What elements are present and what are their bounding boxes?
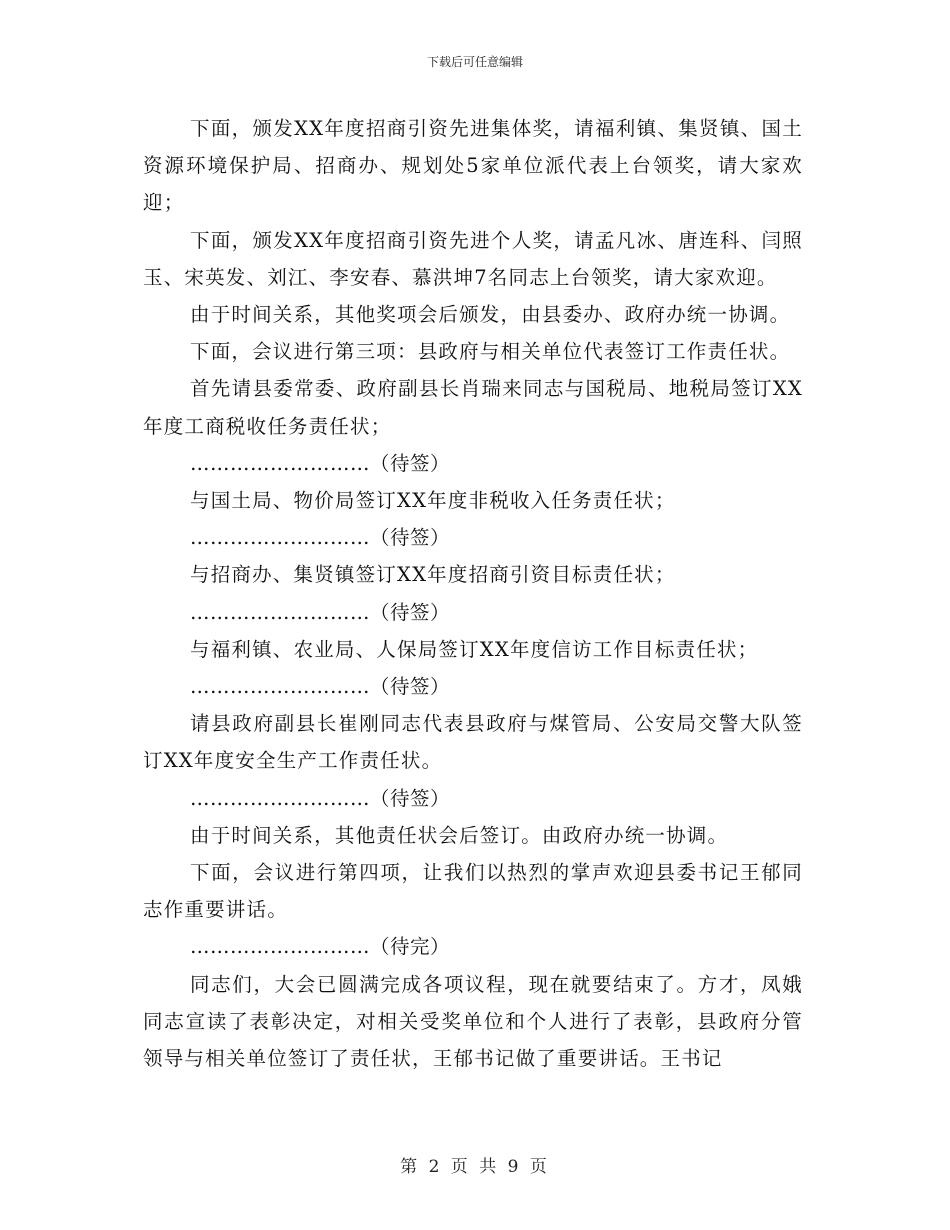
document-body <box>143 110 803 1077</box>
pending-signing-line: ………………………（待签） <box>190 526 451 550</box>
paragraph-investment-responsibility: 与招商办、集贤镇签订XX年度招商引资目标责任状； <box>190 563 676 587</box>
paragraph-non-tax-responsibility: 与国土局、物价局签订XX年度非税收入任务责任状； <box>190 489 676 513</box>
paragraph-individual-award: 下面，颁发XX年度招商引资先进个人奖，请孟凡冰、唐连科、闫照玉、宋英发、刘江、李安春、慕洪坤7名同志上台领奖，请大家欢迎。 <box>143 228 803 289</box>
paragraph-safety-responsibility: 请县政府副县长崔刚同志代表县政府与煤管局、公安局交警大队签订XX年度安全生产工作责任状。 <box>143 712 803 773</box>
pending-signing-line: ………………………（待签） <box>190 451 451 475</box>
paragraph-collective-award: 下面，颁发XX年度招商引资先进集体奖，请福利镇、集贤镇、国土资源环境保护局、招商办、规划处5家单位派代表上台领奖，请大家欢迎； <box>143 117 803 215</box>
pending-speech-line: ………………………（待完） <box>190 935 451 959</box>
pending-signing-line: ………………………（待签） <box>190 675 451 699</box>
paragraph-agenda-item-four: 下面，会议进行第四项，让我们以热烈的掌声欢迎县委书记王郁同志作重要讲话。 <box>143 861 803 922</box>
pending-signing-line: ………………………（待签） <box>190 600 451 624</box>
paragraph-other-awards: 由于时间关系，其他奖项会后颁发，由县委办、政府办统一协调。 <box>190 303 791 327</box>
page-header-note: 下载后可任意编辑 <box>426 55 523 69</box>
paragraph-petition-responsibility: 与福利镇、农业局、人保局签订XX年度信访工作目标责任状； <box>190 637 759 661</box>
pending-signing-line: ………………………（待签） <box>190 786 451 810</box>
page-number: 第 2 页 共 9 页 <box>400 1157 550 1177</box>
paragraph-tax-responsibility: 首先请县委常委、政府副县长肖瑞来同志与国税局、地税局签订XX年度工商税收任务责任状； <box>143 377 803 438</box>
paragraph-agenda-item-three: 下面，会议进行第三项：县政府与相关单位代表签订工作责任状。 <box>190 340 791 364</box>
paragraph-other-responsibilities: 由于时间关系，其他责任状会后签订。由政府办统一协调。 <box>190 823 729 847</box>
paragraph-closing-remarks: 同志们，大会已圆满完成各项议程，现在就要结束了。方才，凤娥同志宣读了表彰决定，对相关受奖单位和个人进行了表彰，县政府分管领导与相关单位签订了责任状，王郁书记做了重要讲话。王书记 <box>143 972 803 1071</box>
